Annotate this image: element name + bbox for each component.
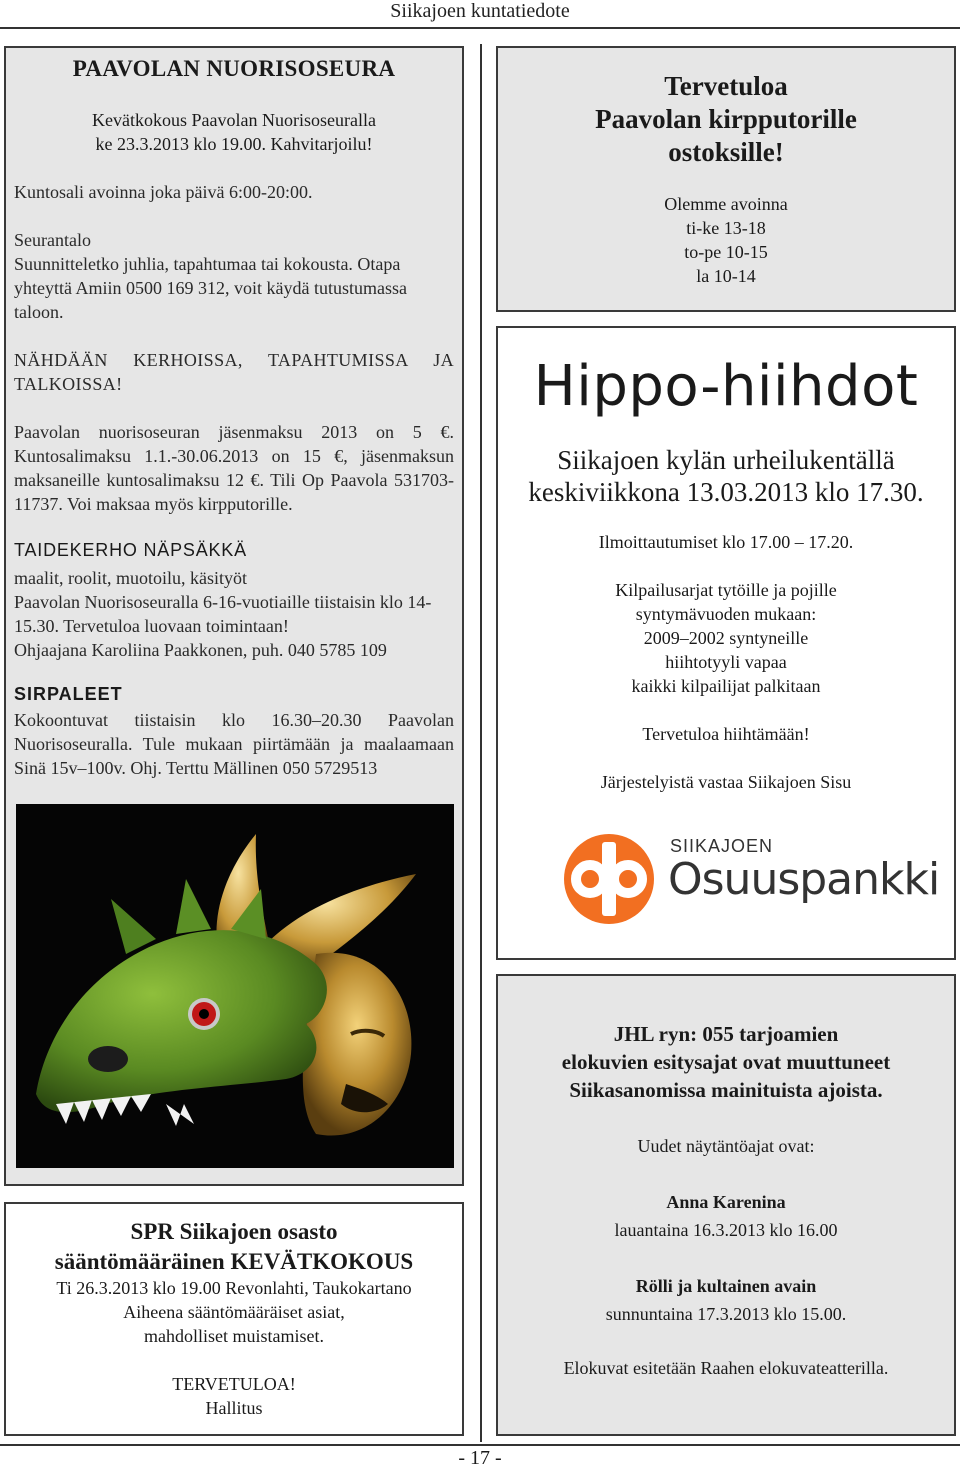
dragon-mask-photo bbox=[16, 804, 454, 1168]
sirpaleet-text: Kokoontuvat tiistaisin klo 16.30–20.30 Paavolan Nuorisoseuralla. Tule mukaan piirtämään ja maalaamaan Sinä 15v–100v. Ohj. Terttu Mällinen 050 5729513 bbox=[14, 710, 454, 778]
hippo-series-3: hiihtotyyli vapaa bbox=[665, 652, 787, 672]
spring-meeting-line1: Kevätkokous Paavolan Nuorisoseuralla bbox=[92, 110, 376, 130]
spr-title-line1: SPR Siikajoen osasto bbox=[130, 1219, 338, 1244]
spr-line1: Ti 26.3.2013 klo 19.00 Revonlahti, Taukokartano bbox=[56, 1278, 412, 1298]
hippo-title: Hippo-hiihdot bbox=[533, 354, 919, 419]
hippo-series-0: Kilpailusarjat tytöille ja pojille bbox=[615, 580, 837, 600]
seurantalo-heading: Seurantalo bbox=[14, 230, 91, 250]
spr-signature: Hallitus bbox=[205, 1398, 263, 1418]
hippo-registration: Ilmoittautumiset klo 17.00 – 17.20. bbox=[598, 532, 854, 552]
jhl-box bbox=[496, 974, 956, 1436]
publication-title: Siikajoen kuntatiedote bbox=[390, 0, 570, 22]
flea-title-line1: Tervetuloa bbox=[664, 71, 788, 101]
flea-title-line3: ostoksille! bbox=[668, 137, 784, 167]
membership-text: Paavolan nuorisoseuran jäsenmaksu 2013 on 5 €. Kuntosalimaksu 1.1.-30.06.2013 on 15 €, jäsenmaksun maksaneille kuntosalimaksu 12 €. Tili Op Paavola 531703-11737. Voi maksaa myös kirpputorille. bbox=[14, 422, 454, 514]
hippo-organizer: Järjestelyistä vastaa Siikajoen Sisu bbox=[600, 772, 852, 792]
spring-meeting-line2: ke 23.3.2013 klo 19.00. Kahvitarjoilu! bbox=[95, 134, 373, 154]
jhl-intro: Uudet näytäntöajat ovat: bbox=[637, 1136, 815, 1156]
hippo-place-line1: Siikajoen kylän urheilukentällä bbox=[557, 445, 895, 475]
sirpaleet-heading: SIRPALEET bbox=[14, 684, 123, 704]
taidekerho-line1: maalit, roolit, muotoilu, käsityöt bbox=[14, 568, 247, 588]
op-bank-small: SIIKAJOEN bbox=[670, 836, 774, 856]
taidekerho-line2: Paavolan Nuorisoseuralla 6-16-vuotiaille tiistaisin klo 14-15.30. Tervetuloa luovaan toimintaan! bbox=[14, 592, 432, 636]
flea-hours-2: to-pe 10-15 bbox=[684, 242, 768, 262]
film-title-1: Rölli ja kultainen avain bbox=[635, 1276, 817, 1296]
seurantalo-text: Suunnitteletko juhlia, tapahtumaa tai kokousta. Otapa yhteyttä Amiin 0500 169 312, voit käydä tutustumassa taloon. bbox=[14, 254, 407, 322]
flea-market-box bbox=[496, 46, 956, 312]
film-time-0: lauantaina 16.3.2013 klo 16.00 bbox=[614, 1220, 838, 1240]
gym-hours: Kuntosali avoinna joka päivä 6:00-20:00. bbox=[14, 182, 313, 202]
spr-welcome: TERVETULOA! bbox=[172, 1374, 296, 1394]
film-title-0: Anna Karenina bbox=[666, 1192, 786, 1212]
flea-title-line2: Paavolan kirpputorille bbox=[595, 104, 857, 134]
jhl-title-line2: elokuvien esitysajat ovat muuttuneet bbox=[561, 1050, 891, 1074]
jhl-title-line3: Siikasanomissa mainituista ajoista. bbox=[569, 1078, 883, 1102]
footer-rule bbox=[0, 1444, 960, 1446]
spr-title-line2: sääntömääräinen KEVÄTKOKOUS bbox=[54, 1249, 414, 1274]
hippo-series-4: kaikki kilpailijat palkitaan bbox=[631, 676, 821, 696]
flea-hours-1: ti-ke 13-18 bbox=[686, 218, 766, 238]
header-rule bbox=[0, 27, 960, 29]
op-bank-big: Osuuspankki bbox=[668, 854, 940, 905]
jhl-title-line1: JHL ryn: 055 tarjoamien bbox=[613, 1022, 839, 1046]
hippo-series-2: 2009–2002 syntyneille bbox=[643, 628, 809, 648]
film-time-1: sunnuntaina 17.3.2013 klo 15.00. bbox=[605, 1304, 847, 1324]
hippo-place-line2: keskiviikkona 13.03.2013 klo 17.30. bbox=[528, 477, 924, 507]
taidekerho-line3: Ohjaajana Karoliina Paakkonen, puh. 040 5785 109 bbox=[14, 640, 387, 660]
hippo-welcome: Tervetuloa hiihtämään! bbox=[642, 724, 810, 744]
dragon-mask-illustration bbox=[16, 804, 454, 1168]
see-you-text: NÄHDÄÄN KERHOISSA, TAPAHTUMISSA JA TALKOISSA! bbox=[14, 350, 454, 394]
flea-hours-3: la 10-14 bbox=[696, 266, 756, 286]
nuorisoseura-title: PAAVOLAN NUORISOSEURA bbox=[72, 56, 396, 81]
spr-line2: Aiheena sääntömääräiset asiat, bbox=[123, 1302, 345, 1322]
nuorisoseura-box bbox=[4, 46, 464, 1186]
spr-box bbox=[4, 1202, 464, 1436]
column-divider bbox=[480, 44, 482, 1442]
hippo-series-1: syntymävuoden mukaan: bbox=[635, 604, 817, 624]
hippo-box bbox=[496, 326, 956, 960]
flea-hours-0: Olemme avoinna bbox=[664, 194, 788, 214]
page-number: - 17 - bbox=[458, 1447, 502, 1469]
jhl-venue: Elokuvat esitetään Raahen elokuvateatterilla. bbox=[563, 1358, 889, 1378]
taidekerho-heading: TAIDEKERHO NÄPSÄKKÄ bbox=[14, 540, 247, 560]
spr-line3: mahdolliset muistamiset. bbox=[144, 1326, 324, 1346]
op-logo-icon bbox=[562, 832, 656, 926]
